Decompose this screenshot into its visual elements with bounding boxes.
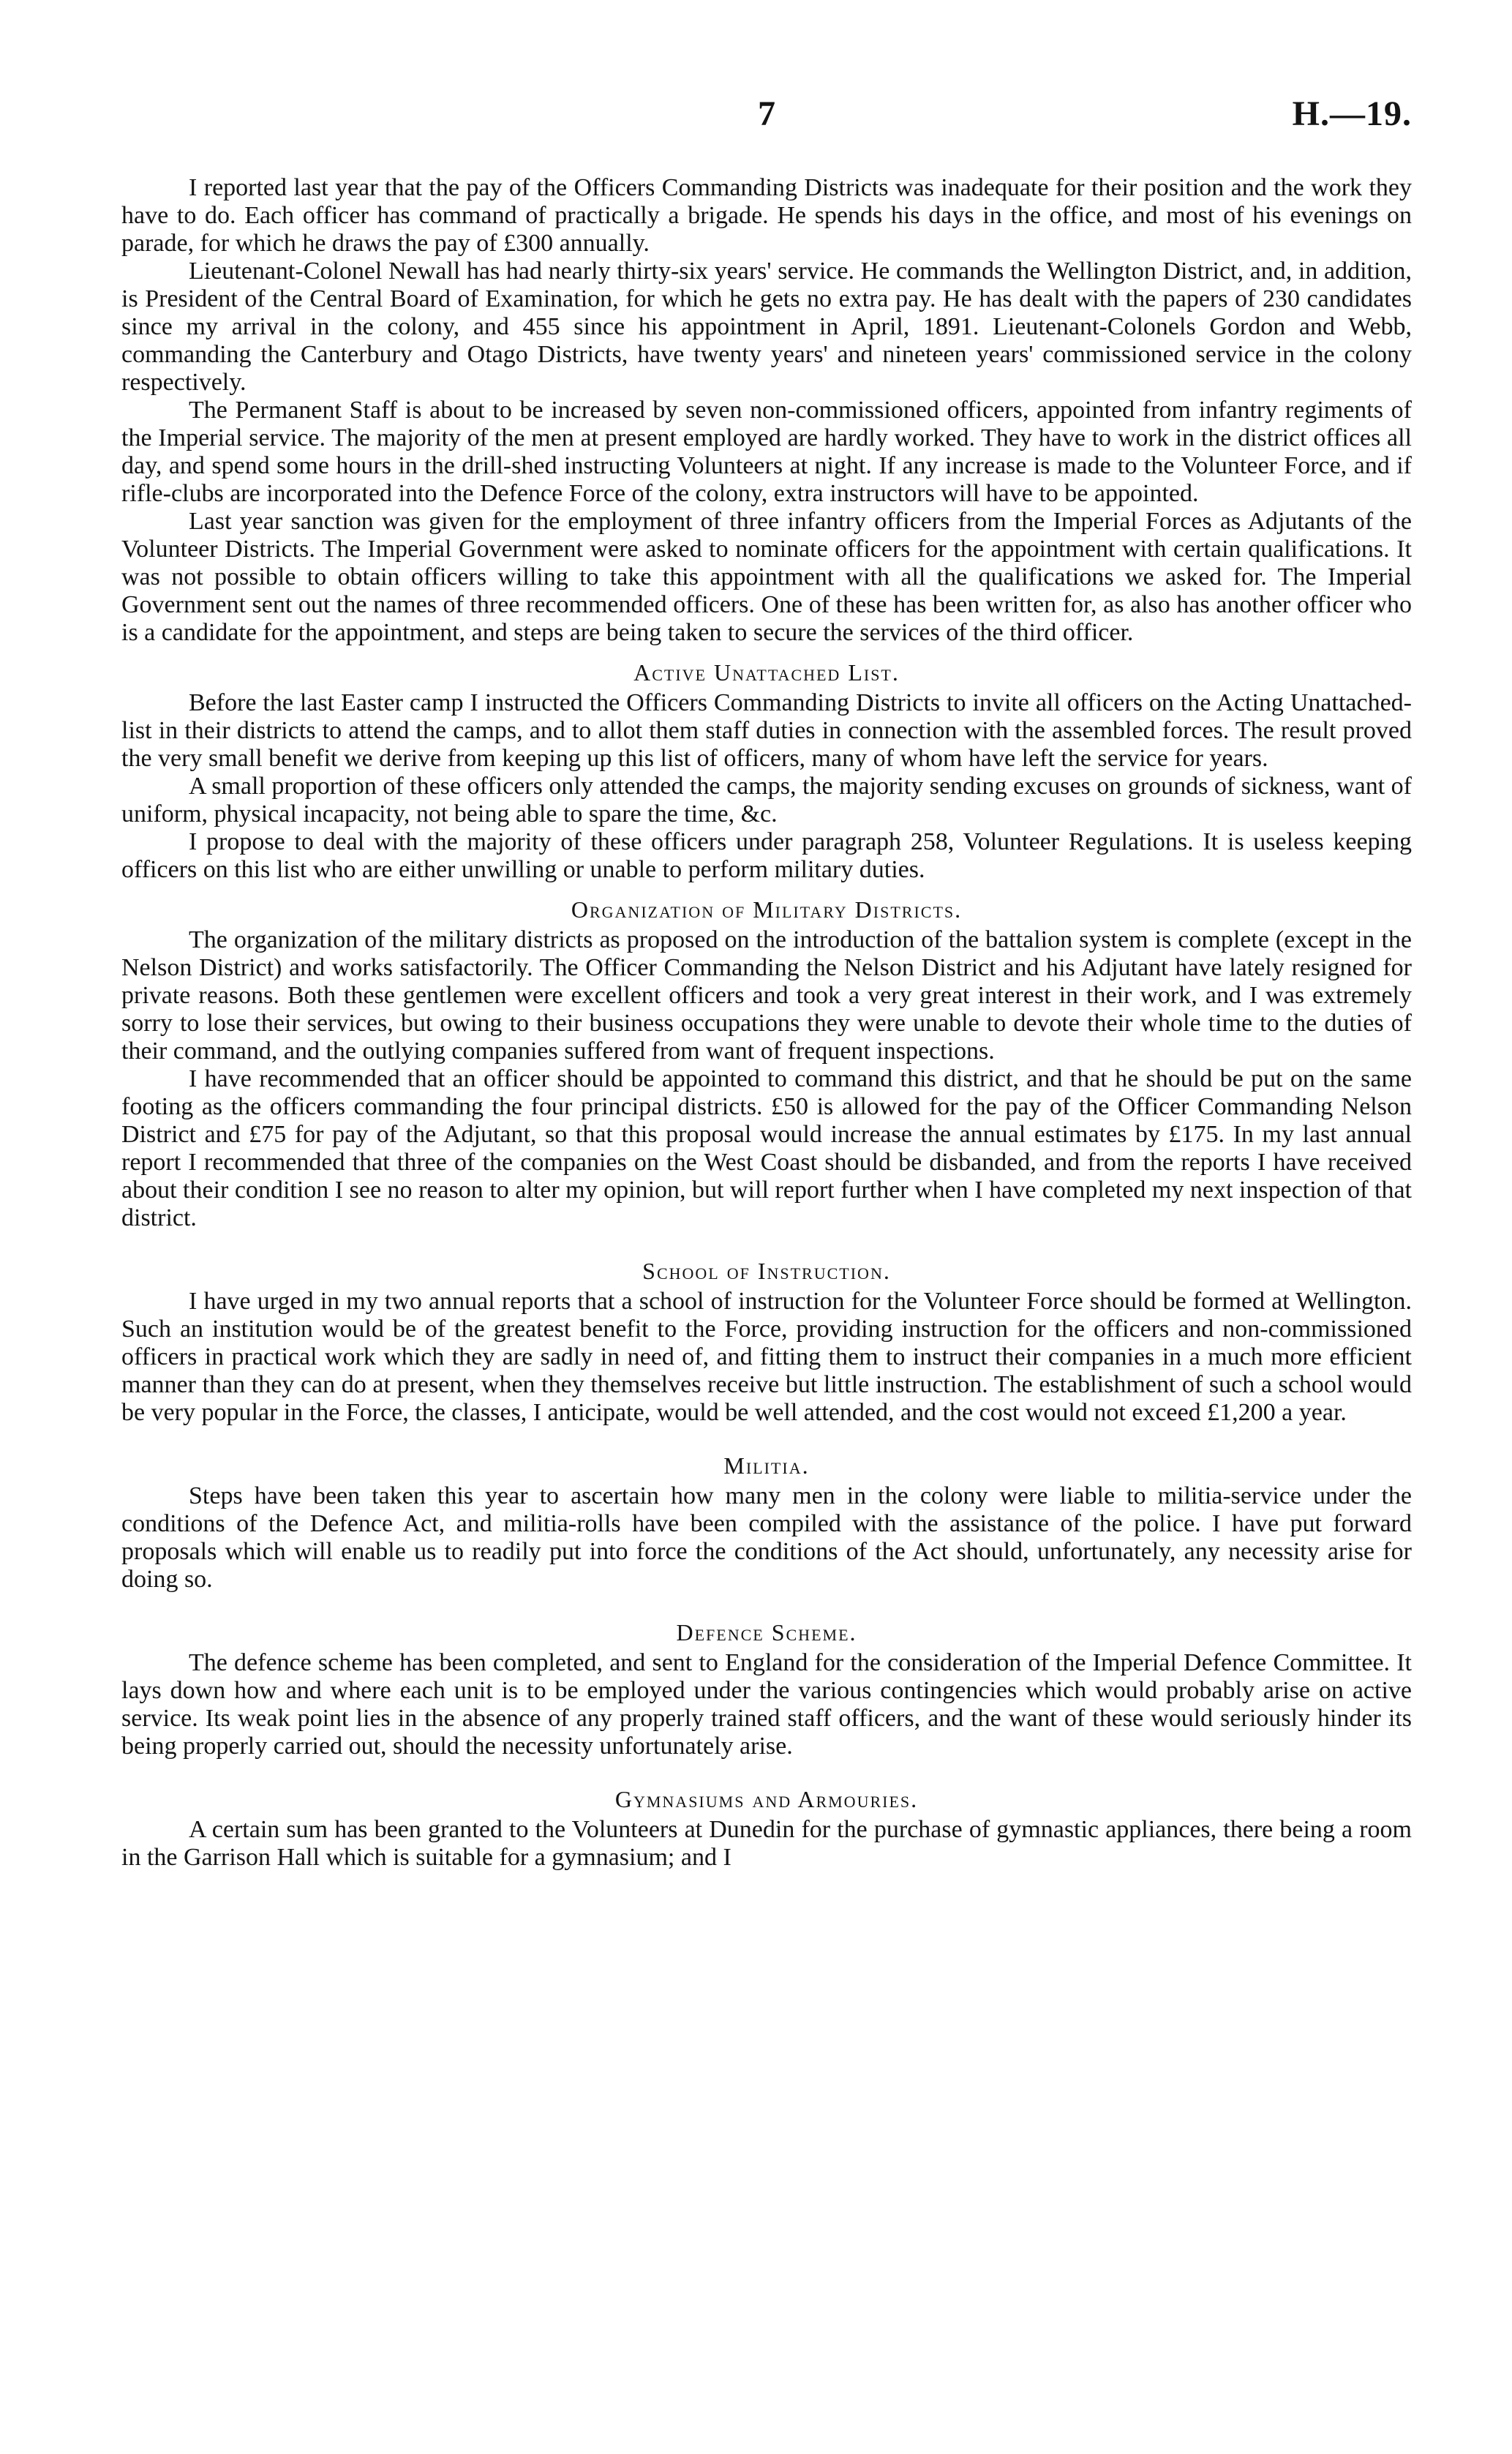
section-heading: Organization of Military Districts. bbox=[571, 896, 963, 923]
intro-section bbox=[121, 174, 1412, 647]
paragraph: Before the last Easter camp I instructed the Officers Commanding Districts to invite all officers on the Acting Unattached-list in their districts to attend the camps, and to allot them staff duties in connection with the assembled forces. The result proved the very small benefit we derive from keeping up this list of officers, many of whom have left the service for years. bbox=[121, 689, 1412, 772]
section-gymnasiums bbox=[121, 1785, 1412, 1872]
section-militia bbox=[121, 1452, 1412, 1594]
paragraph: Lieutenant-Colonel Newall has had nearly thirty-six years' service. He commands the Wellington District, and, in addition, is President of the Central Board of Examination, for which he gets no extra pay. He has dealt with the papers of 230 candidates since my arrival in the colony, and 455 since his appointment in April, 1891. Lieutenant-Colonels Gordon and Webb, commanding the Canterbury and Otago Districts, have twenty years' and nineteen years' commissioned service in the colony respectively. bbox=[121, 258, 1412, 396]
section-school bbox=[121, 1257, 1412, 1427]
section-heading: Active Unattached List. bbox=[633, 659, 900, 686]
paragraph: I have recommended that an officer should be appointed to command this district, and that he should be put on the same footing as the officers commanding the four principal districts. £50 is allowed for the pay of the Officer Commanding Nelson District and £75 for pay of the Adjutant, so that this proposal would increase the annual estimates by £175. In my last annual report I recommended that three of the companies on the West Coast should be disbanded, and from the reports I have received about their condition I see no reason to alter my opinion, but will report further when I have completed my next inspection of that district. bbox=[121, 1065, 1412, 1231]
section-heading: School of Instruction. bbox=[642, 1258, 891, 1284]
paragraph: Last year sanction was given for the employment of three infantry officers from the Imperial Forces as Adjutants of the Volunteer Districts. The Imperial Government were asked to nominate officers for the appointment with certain qualifications. It was not possible to obtain officers willing to take this appointment with all the qualifications we asked for. The Imperial Government sent out the names of three recommended officers. One of these has been written for, as also has another officer who is a candidate for the appointment, and steps are being taken to secure the services of the third officer. bbox=[121, 508, 1412, 646]
paragraph: Steps have been taken this year to ascertain how many men in the colony were liable to militia-service under the conditions of the Defence Act, and militia-rolls have been compiled with the assistance of the police. I have put forward proposals which will enable us to readily put into force the conditions of the Act should, unfortunately, any necessity arise for doing so. bbox=[121, 1482, 1412, 1593]
paragraph: The Permanent Staff is about to be increased by seven non-commissioned officers, appointed from infantry regiments of the Imperial service. The majority of the men at present employed are hardly worked. They have to work in the district offices all day, and spend some hours in the drill-shed instructing Volunteers at night. If any increase is made to the Volunteer Force, and if rifle-clubs are incorporated into the Defence Force of the colony, extra instructors will have to be appointed. bbox=[121, 397, 1412, 507]
document-body bbox=[121, 174, 1412, 1872]
section-heading: Gymnasiums and Armouries. bbox=[614, 1786, 919, 1812]
paragraph: I have urged in my two annual reports that a school of instruction for the Volunteer Force should be formed at Wellington. Such an institution would be of the greatest benefit to the Force, providing instruction for the officers and non-commissioned officers in practical work which they are sadly in need of, and fitting them to instruct their companies in a much more efficient manner than they can do at present, when they themselves receive but little instruction. The establishment of such a school would be very popular in the Force, the classes, I anticipate, would be well attended, and the cost would not exceed £1,200 a year. bbox=[121, 1288, 1412, 1426]
section-defence-scheme bbox=[121, 1618, 1412, 1760]
paragraph: I propose to deal with the majority of these officers under paragraph 258, Volunteer Regulations. It is useless keeping officers on this list who are either unwilling or unable to perform military duties. bbox=[121, 828, 1412, 883]
paragraph: A certain sum has been granted to the Volunteers at Dunedin for the purchase of gymnastic appliances, there being a room in the Garrison Hall which is suitable for a gymnasium; and I bbox=[121, 1816, 1412, 1871]
page-number: 7 bbox=[758, 94, 775, 133]
page-header bbox=[121, 94, 1412, 138]
paragraph: A small proportion of these officers only attended the camps, the majority sending excuses on grounds of sickness, want of uniform, physical incapacity, not being able to spare the time, &c. bbox=[121, 773, 1412, 828]
section-heading: Militia. bbox=[723, 1452, 810, 1479]
paragraph: The defence scheme has been completed, and sent to England for the consideration of the Imperial Defence Committee. It lays down how and where each unit is to be employed under the various contingencies which would probably arise on active service. Its weak point lies in the absence of any properly trained staff officers, and the want of these would seriously hinder its being properly carried out, should the necessity unfortunately arise. bbox=[121, 1649, 1412, 1760]
document-reference: H.—19. bbox=[1292, 94, 1412, 133]
section-heading: Defence Scheme. bbox=[676, 1619, 857, 1646]
section-active-unattached bbox=[121, 658, 1412, 884]
section-organization bbox=[121, 896, 1412, 1232]
paragraph: I reported last year that the pay of the Officers Commanding Districts was inadequate for their position and the work they have to do. Each officer has command of practically a brigade. He spends his days in the office, and most of his evenings on parade, for which he draws the pay of £300 annually. bbox=[121, 174, 1412, 257]
paragraph: The organization of the military districts as proposed on the introduction of the battalion system is complete (except in the Nelson District) and works satisfactorily. The Officer Commanding the Nelson District and his Adjutant have lately resigned for private reasons. Both these gentlemen were excellent officers and took a very great interest in their work, and I was extremely sorry to lose their services, but owing to their business occupations they were unable to devote their whole time to the duties of their command, and the outlying companies suffered from want of frequent inspections. bbox=[121, 926, 1412, 1065]
